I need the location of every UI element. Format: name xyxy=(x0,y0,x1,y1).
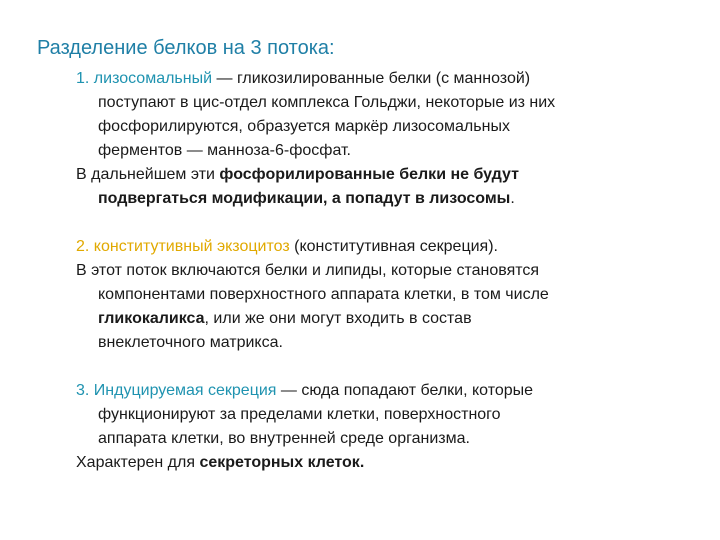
stream1-line6-end: . xyxy=(510,190,515,207)
stream1-line1-text: — гликозилированные белки (с маннозой) xyxy=(212,70,531,87)
paragraph-gap xyxy=(76,355,696,379)
slide-content xyxy=(76,67,696,475)
stream3-line4-bold: секреторных клеток. xyxy=(199,454,365,471)
stream1-line4: ферментов — манноза-6-фосфат. xyxy=(98,142,351,159)
stream1-line5-prefix: В дальнейшем эти xyxy=(76,166,220,183)
stream1-heading: 1. лизосомальный xyxy=(76,70,213,87)
stream2-line1-text: (конститутивная секреция). xyxy=(289,238,498,255)
stream3-line4-prefix: Характерен для xyxy=(76,454,200,471)
paragraph-gap xyxy=(76,211,696,235)
stream1-line6-bold: подвергаться модификации, а попадут в лизосомы xyxy=(98,190,511,207)
stream1-line5-bold: фосфорилированные белки не будут xyxy=(219,166,519,183)
stream1-line5 xyxy=(76,163,696,187)
stream2-line4-text: , или же они могут входить в состав xyxy=(204,310,472,327)
stream3-line1-text: — сюда попадают белки, которые xyxy=(276,382,534,399)
stream2-heading: 2. конститутивный экзоцитоз xyxy=(76,238,290,255)
stream2-line3: компонентами поверхностного аппарата клетки, в том числе xyxy=(98,286,549,303)
stream1-line3: фосфорилируются, образуется маркёр лизосомальных xyxy=(98,118,510,135)
stream2-line2: В этот поток включаются белки и липиды, которые становятся xyxy=(76,262,540,279)
stream3-line4 xyxy=(76,451,696,475)
stream3-line3: аппарата клетки, во внутренней среде организма. xyxy=(98,430,470,447)
stream2-line1 xyxy=(76,235,696,259)
stream1-line6 xyxy=(76,187,696,211)
stream2-line5: внеклеточного матрикса. xyxy=(98,334,283,351)
stream3-heading: 3. Индуцируемая секреция xyxy=(76,382,277,399)
stream1-line2: поступают в цис-отдел комплекса Гольджи, некоторые из них xyxy=(98,94,556,111)
stream2-line4-bold: гликокаликса xyxy=(98,310,205,327)
stream3-line1 xyxy=(76,379,696,403)
slide-title: Разделение белков на 3 потока: xyxy=(37,37,335,59)
stream3-line2: функционируют за пределами клетки, поверхностного xyxy=(98,406,501,423)
stream2-line4 xyxy=(76,307,696,331)
stream1-line1 xyxy=(76,67,696,91)
